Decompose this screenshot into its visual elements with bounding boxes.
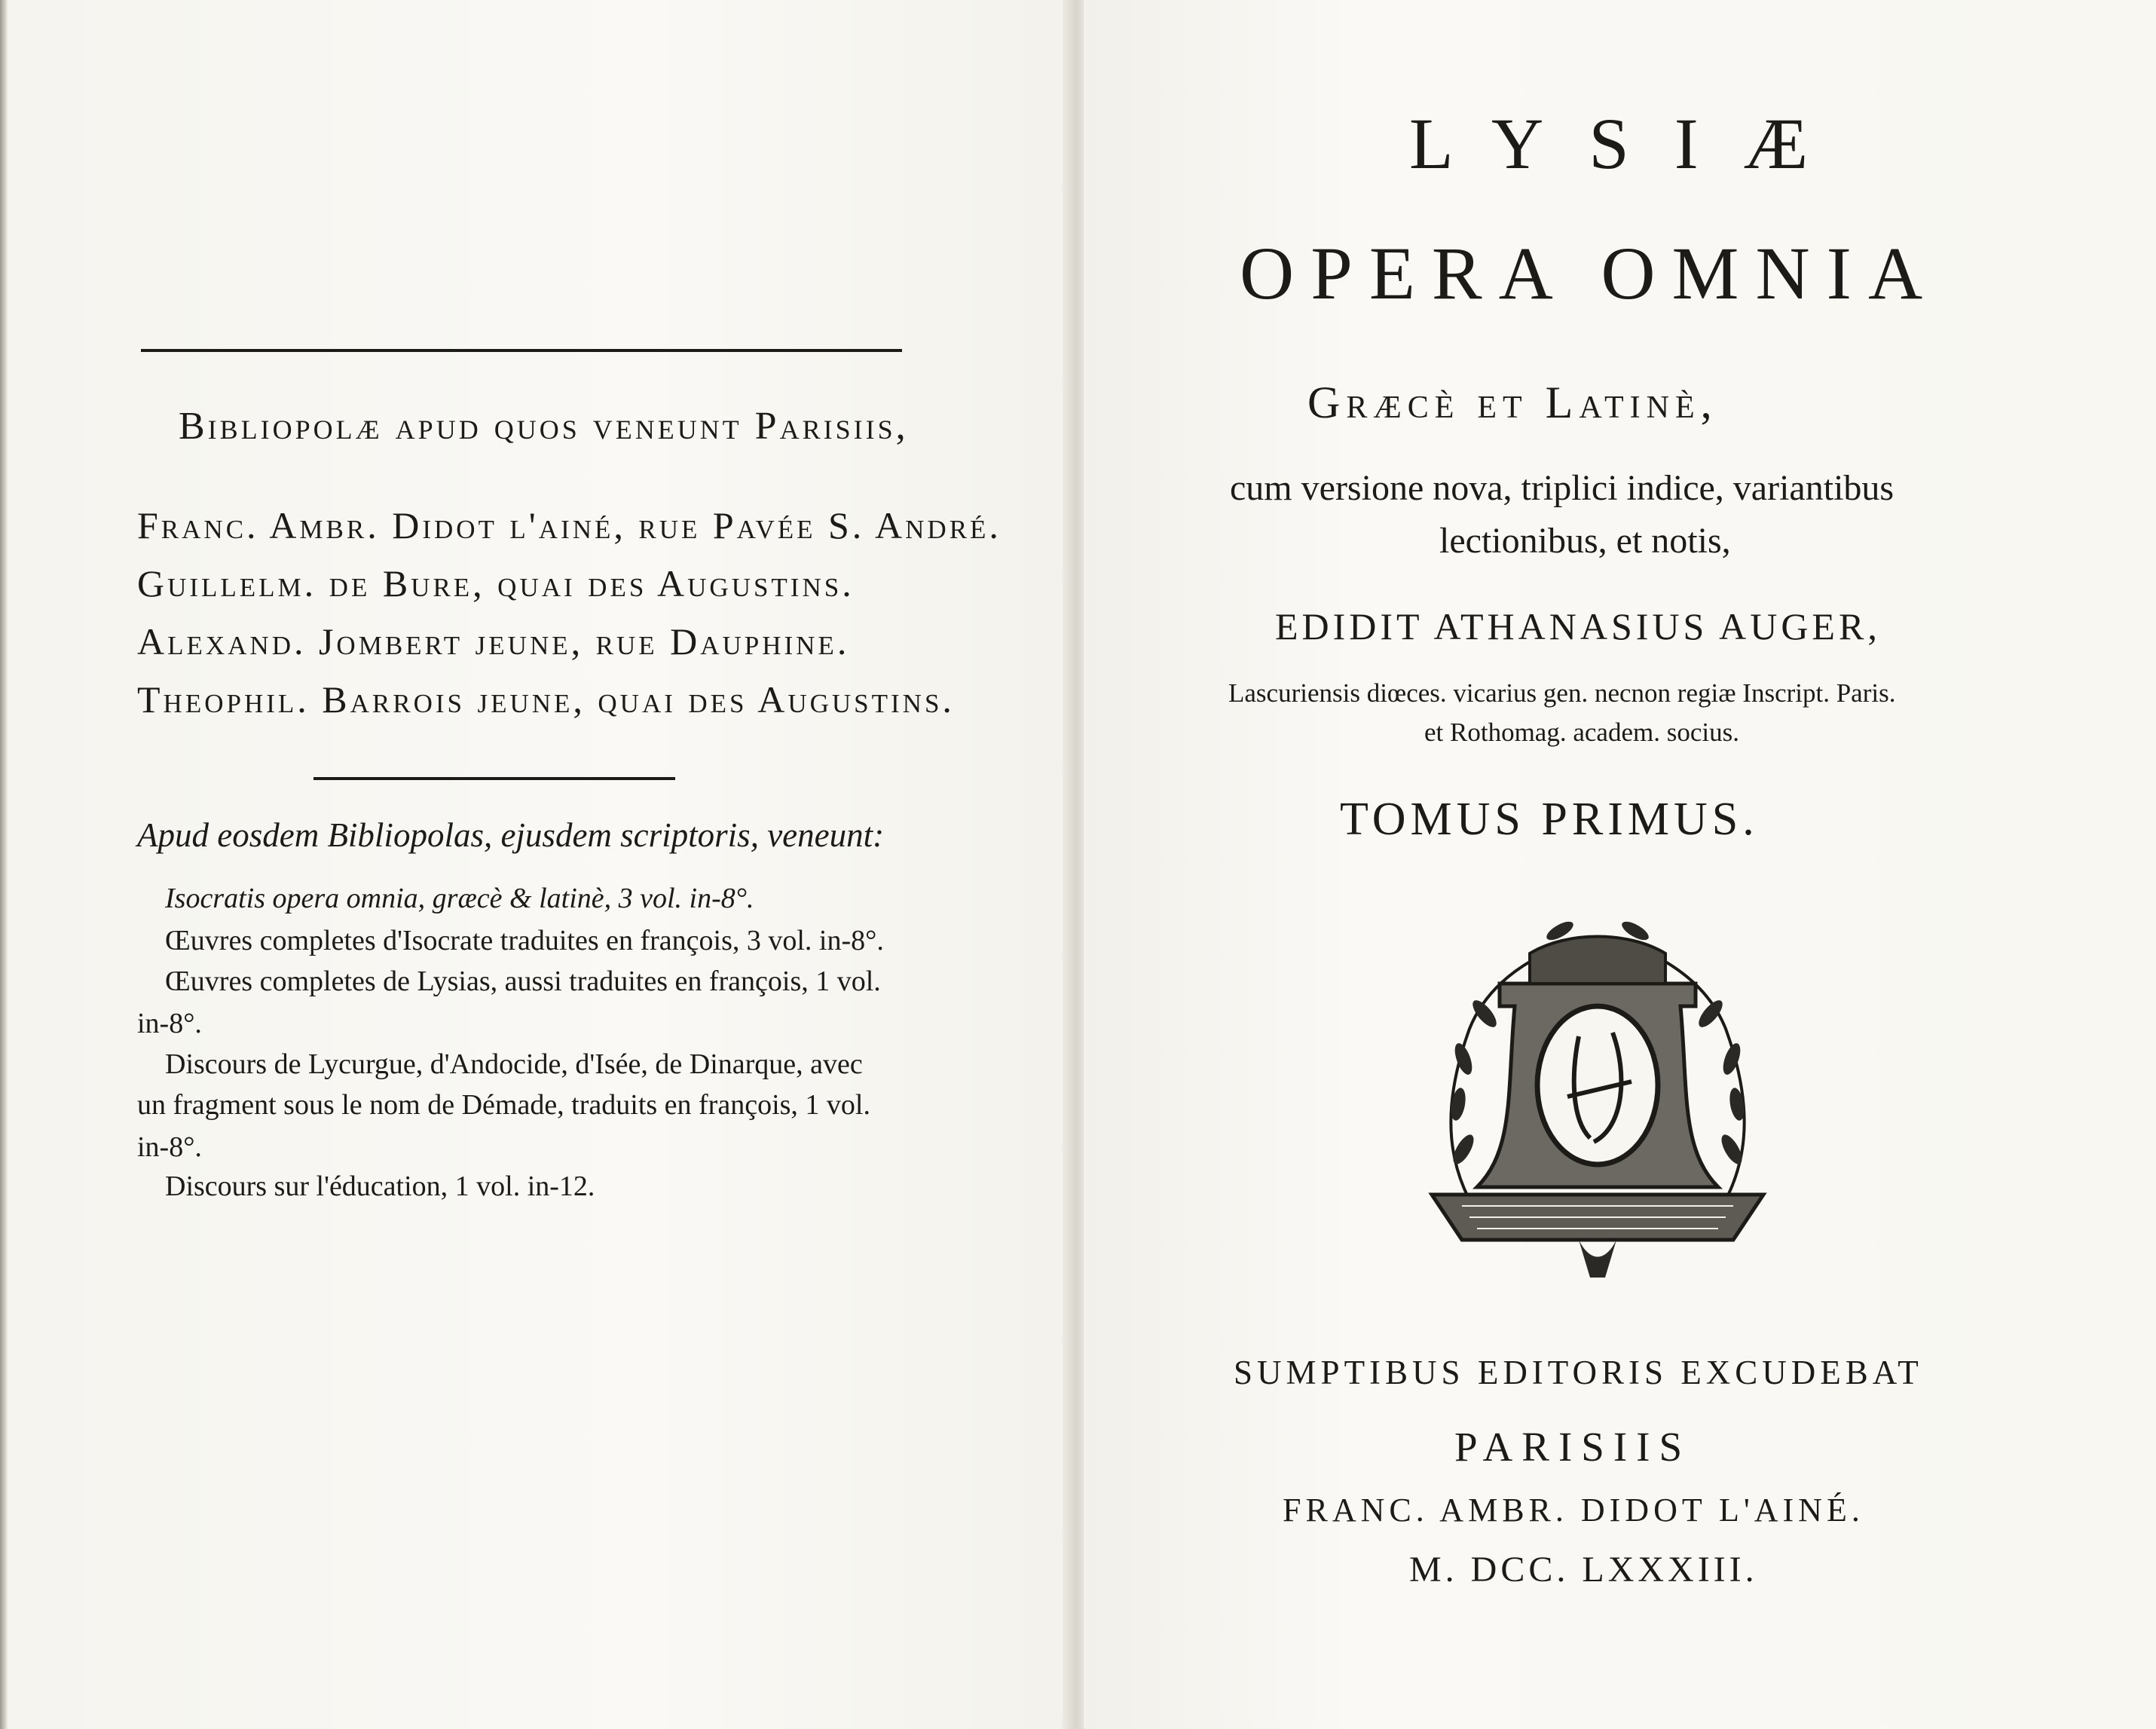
work-line-8: Discours sur l'éducation, 1 vol. in-12. (165, 1171, 595, 1202)
editor-titles-line-1: Lascuriensis diœces. vicarius gen. necnon regiæ Inscript. Paris. (1228, 678, 1896, 708)
bookseller-4: Theophil. Barrois jeune, quai des Augustins. (137, 678, 955, 721)
work-line-5: Discours de Lycurgue, d'Andocide, d'Isée, de Dinarque, avec (165, 1048, 863, 1080)
subtitle: OPERA OMNIA (1240, 231, 1940, 315)
work-line-4: in-8°. (137, 1008, 202, 1039)
imprint-line-1: SUMPTIBUS EDITORIS EXCUDEBAT (1234, 1354, 1923, 1391)
booksellers-heading: Bibliopolæ apud quos veneunt Parisiis, (179, 405, 909, 448)
editor-titles-line-2: et Rothomag. academ. socius. (1424, 718, 1739, 747)
work-line-7: in-8°. (137, 1131, 202, 1163)
imprint-year: M. DCC. LXXXIII. (1409, 1550, 1758, 1590)
work-line-3: Œuvres completes de Lysias, aussi traduites en françois, 1 vol. (165, 965, 881, 997)
description-line-1: cum versione nova, triplici indice, variantibus (1230, 468, 1895, 508)
work-line-1: Isocratis opera omnia, græcè & latinè, 3 vol. in-8°. (165, 883, 754, 914)
page-edge-shadow (0, 0, 8, 1729)
volume-line: TOMUS PRIMUS. (1340, 794, 1759, 845)
title: LYSIÆ (1409, 103, 1854, 184)
printer-emblem-icon (1417, 901, 1778, 1293)
bookseller-3: Alexand. Jombert jeune, rue Dauphine. (137, 620, 850, 663)
bookseller-1: Franc. Ambr. Didot l'ainé, rue Pavée S. André. (137, 504, 1002, 546)
description-line-2: lectionibus, et notis, (1439, 521, 1731, 561)
top-rule (141, 349, 902, 352)
imprint-city: PARISIIS (1454, 1424, 1692, 1470)
work-line-2: Œuvres completes d'Isocrate traduites en françois, 3 vol. in-8°. (165, 925, 884, 956)
editor-line: EDIDIT ATHANASIUS AUGER, (1275, 605, 1881, 647)
bookseller-2: Guillelm. de Bure, quai des Augustins. (137, 562, 855, 604)
other-works-heading: Apud eosdem Bibliopolas, ejusdem scriptoris, veneunt: (137, 816, 885, 854)
languages-line: Græcè et Latinè, (1307, 378, 1718, 427)
left-page (0, 0, 1069, 1729)
imprint-printer: FRANC. AMBR. DIDOT L'AINÉ. (1283, 1492, 1864, 1529)
middle-rule (313, 777, 675, 780)
work-line-6: un fragment sous le nom de Démade, traduits en françois, 1 vol. (137, 1089, 870, 1121)
